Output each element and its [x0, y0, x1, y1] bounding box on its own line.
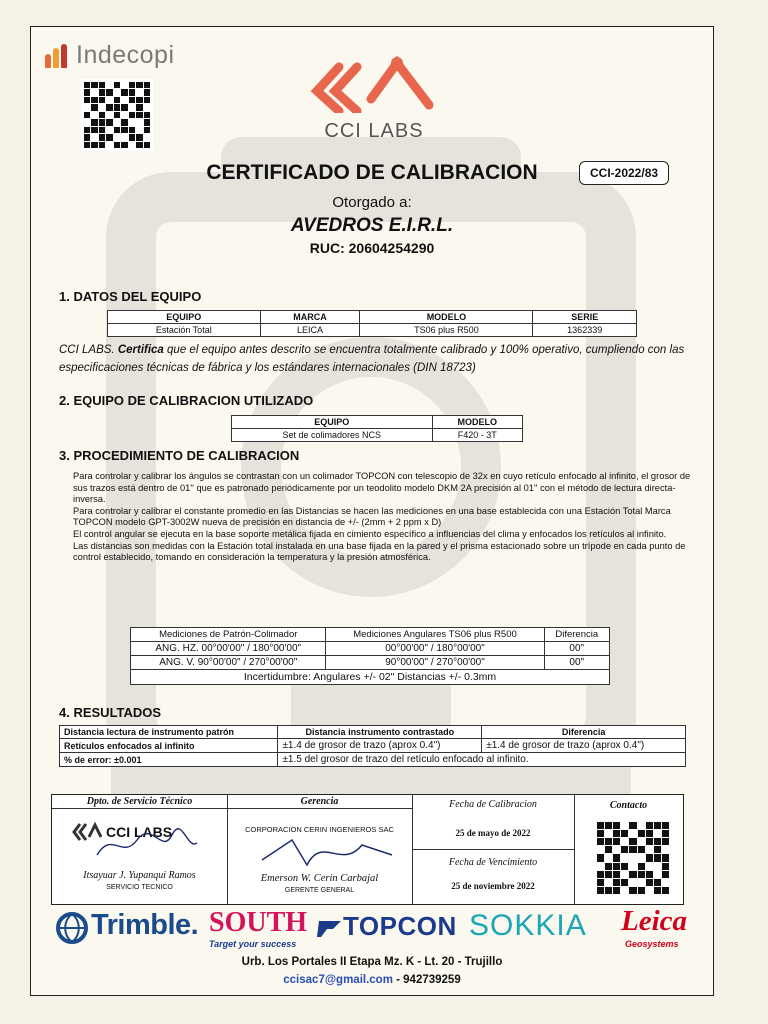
leica-subtitle: Geosystems	[625, 939, 679, 949]
brand-logos-row	[55, 907, 695, 955]
indecopi-mark-icon	[45, 44, 71, 68]
dpto-name: Itsayuar J. Yupanqui Ramos	[83, 870, 196, 881]
footer-address: Urb. Los Portales II Etapa Mz. K - Lt. 20 - Trujillo	[241, 956, 503, 968]
gerencia-name: Emerson W. Cerin Carbajal	[260, 873, 379, 884]
measure-cell: 00"	[544, 656, 609, 670]
certificate-title: CERTIFICADO DE CALIBRACION	[206, 161, 538, 184]
procedure-paragraph: El control angular se ejecuta en la base soporte metálica fijada en cimiento específico a influencias del clima y enfocados los retículos al infinito.	[73, 528, 667, 539]
cci-labs-text: CCI LABS	[324, 120, 424, 142]
qr-code-top	[81, 79, 153, 151]
measure-cell: ANG. HZ. 00°00'00" / 180°00'00"	[131, 642, 326, 656]
sokkia-logo: SOKKIA	[469, 909, 587, 942]
measure-col-angulares: Mediciones Angulares TS06 plus R500	[326, 628, 544, 642]
calib-cell: Set de colimadores NCS	[232, 429, 433, 442]
topcon-mark-icon	[317, 915, 343, 939]
gerencia-company: CORPORACION CERIN INGENIEROS SAC	[245, 825, 394, 834]
fecha-calibracion-label: Fecha de Calibracion	[449, 799, 537, 810]
footer-contact	[31, 974, 713, 986]
measure-cell: 00°00'00" / 180°00'00"	[326, 642, 544, 656]
results-cell: ±1.4 de grosor de trazo (aprox 0.4")	[278, 739, 482, 753]
gerencia-header: Gerencia	[227, 795, 412, 809]
company-name: AVEDROS E.I.R.L.	[290, 215, 454, 236]
leica-logo: Leica	[621, 905, 688, 937]
dpto-logo-text: CCI LABS	[106, 824, 173, 840]
results-cell: Retículos enfocados al infinito	[60, 739, 278, 753]
procedure-paragraph: Para controlar y calibrar los ángulos se contrastan con un colimador TOPCON con telescopio de 32x en cuyo retículo enfocado al infinito, el grosor de sus trazos está dentro de 01'' que es patronado periódicamente por un teodolito modelo DKM 2A precisión al 01'' con el método de lectura directa-inversa.	[73, 471, 691, 505]
south-logo: SOUTH	[209, 907, 308, 938]
section4-heading: 4. RESULTADOS	[59, 705, 162, 720]
calib-cell: F420 - 3T	[432, 429, 522, 442]
south-tagline: Target your success	[209, 939, 297, 949]
equipment-table	[107, 310, 637, 337]
technical-service-column	[52, 795, 228, 904]
certifica-prefix: CCI LABS.	[59, 344, 115, 356]
procedure-paragraph: Para controlar y calibrar el constante promedio en las Distancias se hacen las mediciones en una base establecida con una Estación Total Marca TOPCON modelo GPT-3002W nueva de precisión en distancia de +/- (2mm + 2 ppm x D)	[73, 505, 671, 528]
results-cell: ±1.4 de grosor de trazo (aprox 0.4")	[482, 739, 686, 753]
equipment-col-serie: SERIE	[533, 311, 637, 324]
gerencia-role: GERENTE GENERAL	[284, 887, 355, 894]
trimble-logo: Trimble.	[91, 909, 199, 941]
certification-statement	[59, 341, 699, 377]
measure-col-patron: Mediciones de Patrón-Colimador	[131, 628, 326, 642]
contact-column	[574, 795, 683, 904]
procedure-paragraph: Las distancias son medidas con la Estación total instalada en una base fijada en la pared y el prisma estacionado sobre un trípode en cada punto de control establecido, tomando en consideración la temperatura y la presión atmosférica.	[73, 540, 686, 563]
certifica-rest: que el equipo antes descrito se encuentra totalmente calibrado y 100% operativo, cumpliendo con las especificaciones técnicas de fábrica y los estándares internacionales (DIN 18723)	[59, 344, 685, 374]
equipment-cell: TS06 plus R500	[360, 324, 533, 337]
certificate-number: CCI-2022/83	[579, 161, 669, 185]
equipment-col-modelo: MODELO	[360, 311, 533, 324]
measurements-table	[130, 627, 610, 685]
company-ruc: RUC: 20604254290	[309, 240, 435, 256]
topcon-logo: TOPCON	[343, 911, 457, 941]
calib-col-modelo: MODELO	[432, 416, 522, 429]
signatures-block	[51, 794, 684, 905]
dates-column	[412, 795, 575, 904]
section2-heading: 2. EQUIPO DE CALIBRACION UTILIZADO	[59, 393, 314, 408]
results-error-value: ±1.5 del grosor de trazo del retículo enfocado al infinito.	[278, 753, 686, 767]
dpto-role: SERVICIO TECNICO	[106, 884, 173, 891]
measure-cell: ANG. V. 90°00'00" / 270°00'00"	[131, 656, 326, 670]
results-table	[59, 725, 686, 767]
fecha-vencimiento: 25 de noviembre 2022	[451, 881, 535, 891]
indecopi-text: Indecopi	[76, 41, 175, 69]
indecopi-logo	[45, 41, 175, 70]
granted-to-label: Otorgado a:	[332, 194, 412, 211]
results-error-label: % de error: ±0.001	[60, 753, 278, 767]
cci-labs-mark-icon	[309, 55, 439, 113]
gerencia-signature	[252, 825, 402, 875]
equipment-col-marca: MARCA	[260, 311, 360, 324]
measure-cell: 90°00'00" / 270°00'00"	[326, 656, 544, 670]
equipment-cell: LEICA	[260, 324, 360, 337]
certificate-page	[30, 26, 714, 996]
certifica-bold: Certifica	[117, 344, 164, 356]
section3-heading: 3. PROCEDIMIENTO DE CALIBRACION	[59, 448, 300, 463]
measure-cell: 00"	[544, 642, 609, 656]
contacto-header: Contacto	[609, 800, 648, 811]
equipment-cell: 1362339	[533, 324, 637, 337]
equipment-col-equipo: EQUIPO	[108, 311, 261, 324]
procedure-text	[73, 471, 693, 564]
calib-col-equipo: EQUIPO	[232, 416, 433, 429]
section1-heading: 1. DATOS DEL EQUIPO	[59, 289, 202, 304]
trimble-globe-icon	[55, 911, 89, 945]
fecha-calibracion: 25 de mayo de 2022	[455, 828, 531, 838]
uncertainty-cell: Incertidumbre: Angulares +/- 02" Distancias +/- 0.3mm	[131, 670, 610, 685]
management-column	[227, 795, 413, 904]
footer-email[interactable]: ccisac7@gmail.com	[283, 974, 393, 986]
fecha-vencimiento-label: Fecha de Vencimiento	[448, 857, 538, 868]
results-col-diferencia: Diferencia	[482, 726, 686, 739]
results-col-contrastado: Distancia instrumento contrastado	[278, 726, 482, 739]
footer-phone: - 942739259	[392, 974, 461, 986]
dpto-signature	[92, 825, 202, 865]
qr-code-contact	[594, 819, 672, 897]
results-col-patron: Distancia lectura de instrumento patrón	[60, 726, 278, 739]
calibration-equipment-table	[231, 415, 523, 442]
dpto-header: Dpto. de Servicio Técnico	[52, 795, 227, 809]
equipment-cell: Estación Total	[108, 324, 261, 337]
cci-labs-logo	[309, 55, 439, 143]
measure-col-diferencia: Diferencia	[544, 628, 609, 642]
